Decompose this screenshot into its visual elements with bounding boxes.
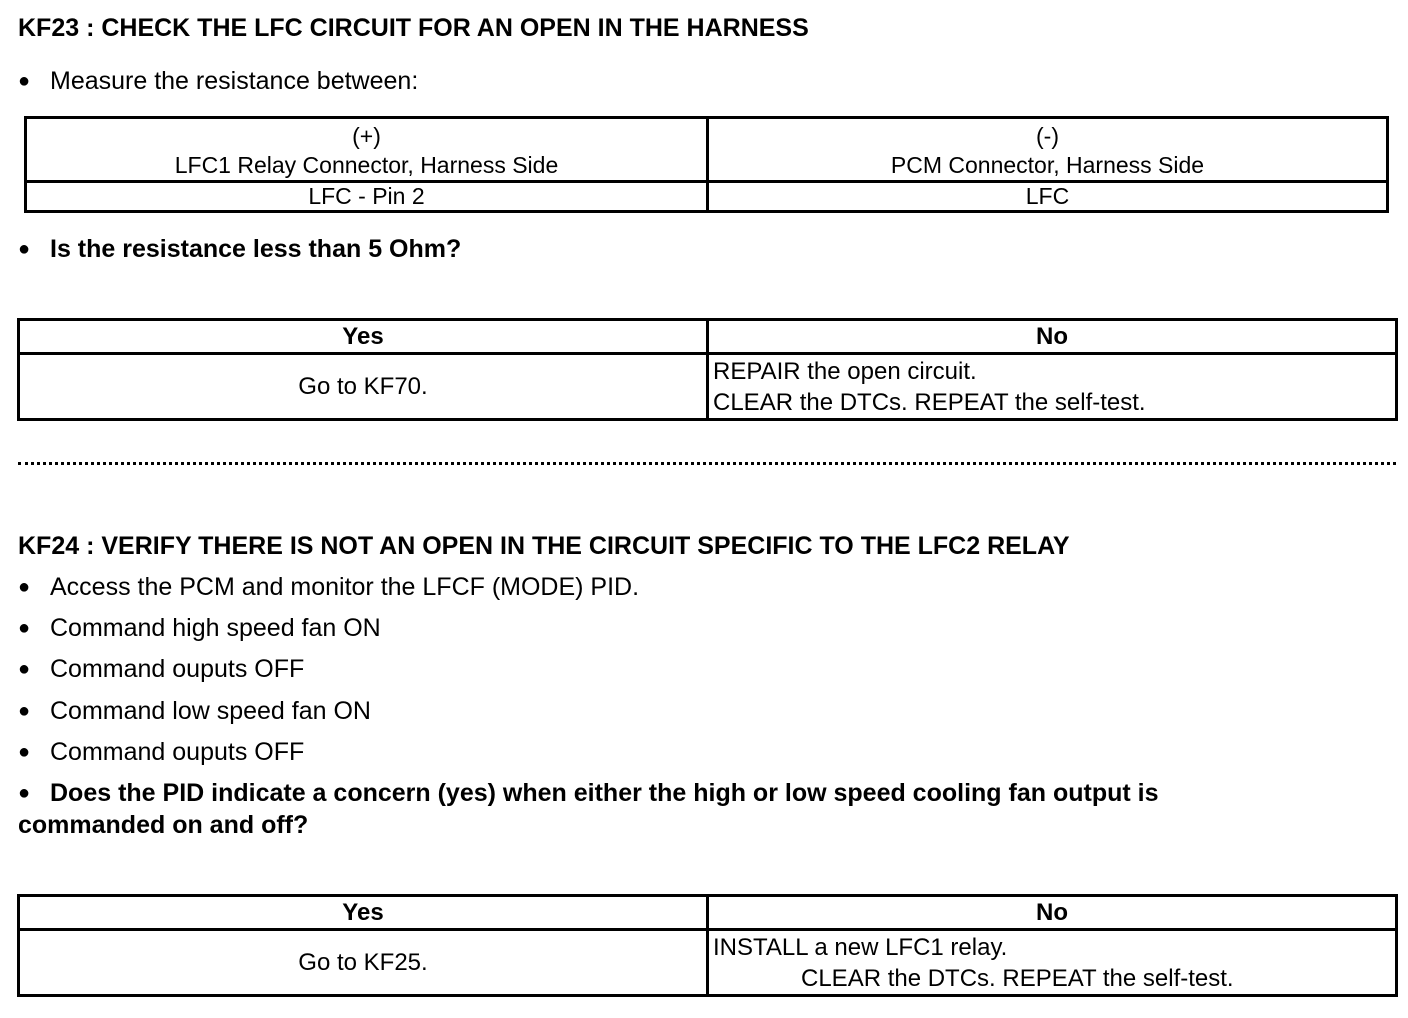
bullet-icon: ● [18,576,31,598]
measure-col2-value: LFC [708,182,1388,212]
measure-col2-header-cell [708,118,1388,182]
kf24-result-table [17,894,1398,997]
pid-question-line1: Does the PID indicate a concern (yes) when either the high or low speed cooling fan output is [50,779,1159,807]
measure-col1-header: (+) [352,122,381,149]
measure-instruction [18,67,418,96]
measure-col2-sub: PCM Connector, Harness Side [890,151,1205,178]
kf23-no-line1: REPAIR the open circuit. [713,357,977,385]
kf23-yes-header: Yes [19,320,708,354]
kf24-no-line1: INSTALL a new LFC1 relay. [713,933,1008,961]
kf23-heading: KF23 : CHECK THE LFC CIRCUIT FOR AN OPEN IN THE HARNESS [18,14,809,42]
kf23-result-table [17,318,1398,421]
measure-col1-value: LFC - Pin 2 [26,182,708,212]
pid-question [18,779,1158,808]
kf24-yes-header: Yes [19,896,708,930]
step-text: Command high speed fan ON [50,614,381,642]
step-item [18,697,371,726]
kf24-no-action [708,930,1397,996]
bullet-icon: ● [18,782,31,804]
step-text: Command low speed fan ON [50,697,371,725]
resistance-question [18,235,461,264]
measure-instruction-text: Measure the resistance between: [50,67,419,95]
bullet-icon: ● [18,741,31,763]
bullet-icon: ● [18,70,31,92]
kf23-yes-action: Go to KF70. [19,354,708,420]
kf24-heading: KF24 : VERIFY THERE IS NOT AN OPEN IN THE CIRCUIT SPECIFIC TO THE LFC2 RELAY [18,532,1070,560]
kf23-no-header: No [708,320,1397,354]
measure-col2-header: (-) [1036,122,1059,149]
step-text: Command ouputs OFF [50,738,305,766]
measure-table [24,116,1389,213]
measure-col1-header-cell [26,118,708,182]
bullet-icon: ● [18,658,31,680]
step-item [18,573,639,602]
step-item [18,655,304,684]
kf24-no-header: No [708,896,1397,930]
step-item [18,738,304,767]
section-divider [18,462,1396,465]
bullet-icon: ● [18,617,31,639]
step-item [18,614,381,643]
kf23-no-line2: CLEAR the DTCs. REPEAT the self-test. [713,388,1146,416]
pid-question-line2: commanded on and off? [18,811,309,839]
step-text: Command ouputs OFF [50,655,305,683]
step-text: Access the PCM and monitor the LFCF (MODE) PID. [50,573,640,601]
kf24-yes-action: Go to KF25. [19,930,708,996]
bullet-icon: ● [18,700,31,722]
bullet-icon: ● [18,238,31,260]
kf24-no-line2: CLEAR the DTCs. REPEAT the self-test. [801,964,1234,992]
measure-col1-sub: LFC1 Relay Connector, Harness Side [174,151,559,178]
kf23-no-action [708,354,1397,420]
resistance-question-text: Is the resistance less than 5 Ohm? [50,235,462,263]
